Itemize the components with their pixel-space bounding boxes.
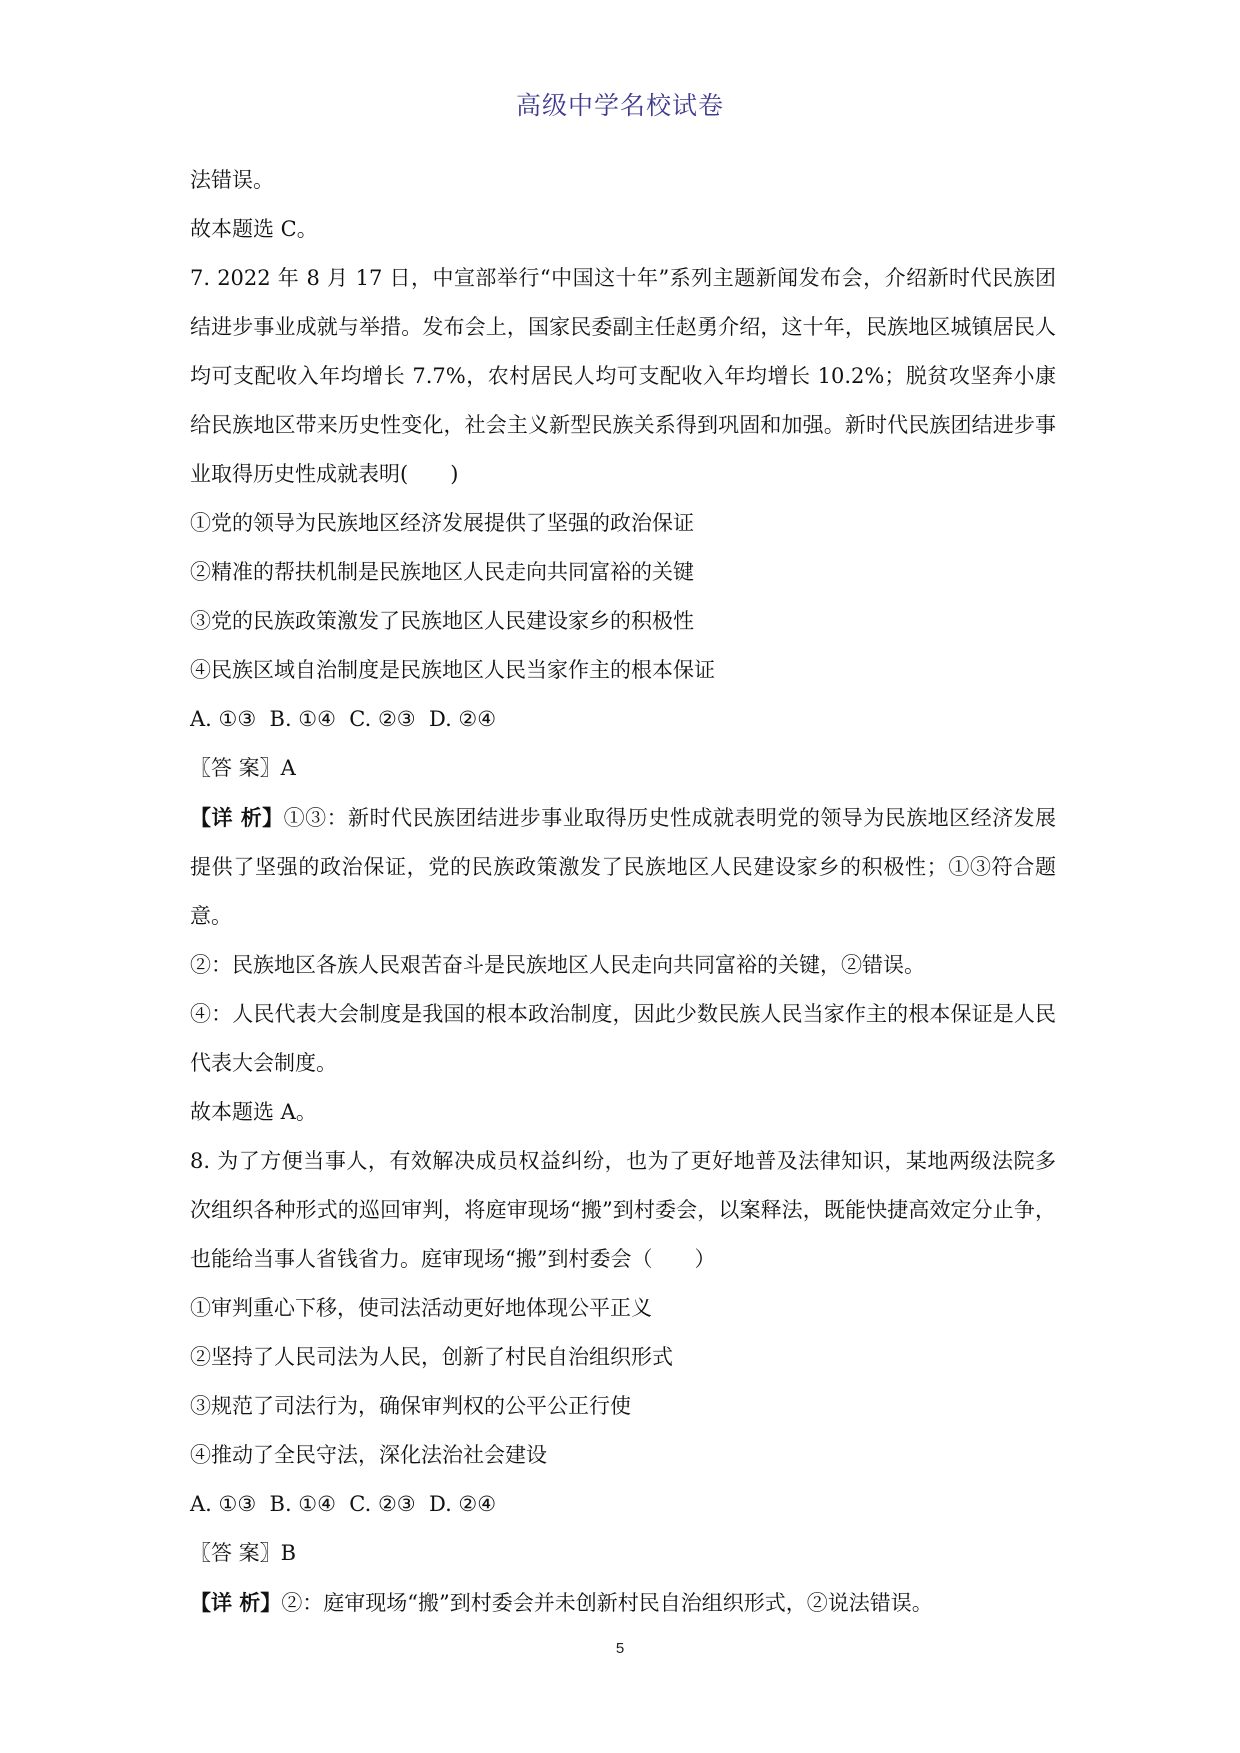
question-8-option-3: ③规范了司法行为，确保审判权的公平公正行使 — [190, 1394, 631, 1418]
page-number: 5 — [615, 1640, 625, 1657]
question-7-analysis-1 — [190, 793, 1056, 941]
question-7-conclusion: 故本题选 A。 — [190, 1100, 317, 1124]
question-8-analysis-1 — [190, 1578, 1056, 1628]
question-8-option-2: ②坚持了人民司法为人民，创新了村民自治组织形式 — [190, 1345, 673, 1369]
question-8-answer: 〖答 案〗B — [190, 1541, 297, 1565]
question-7-analysis-2: ②：民族地区各族人民艰苦奋斗是民族地区人民走向共同富裕的关键，②错误。 — [190, 953, 925, 977]
page-header-title: 高级中学名校试卷 — [515, 91, 724, 120]
question-7-option-2: ②精准的帮扶机制是民族地区人民走向共同富裕的关键 — [190, 560, 694, 584]
previous-conclusion: 故本题选 C。 — [190, 217, 318, 241]
question-8-option-4: ④推动了全民守法，深化法治社会建设 — [190, 1443, 547, 1467]
question-7-analysis-3: ④：人民代表大会制度是我国的根本政治制度，因此少数民族人民当家作主的根本保证是人民代表大会制度。 — [190, 1002, 1056, 1075]
question-7-option-4: ④民族区域自治制度是民族地区人民当家作主的根本保证 — [190, 658, 715, 682]
analysis-label: 【详 析】 — [190, 805, 284, 830]
question-8-stem: 8. 为了方便当事人，有效解决成员权益纠纷，也为了更好地普及法律知识，某地两级法院多次组织各种形式的巡回审判，将庭审现场“搬”到村委会，以案释法，既能快捷高效定分止争，也能给当事人省钱省力。庭审现场“搬”到村委会（ ） — [190, 1149, 1056, 1271]
previous-analysis-continuation: 法错误。 — [190, 168, 274, 192]
page-body — [190, 156, 1056, 1628]
analysis-text: ①③：新时代民族团结进步事业取得历史性成就表明党的领导为民族地区经济发展提供了坚强的政治保证，党的民族政策激发了民族地区人民建设家乡的积极性；①③符合题意。 — [190, 806, 1057, 928]
question-7-choices: A. ①③ B. ①④ C. ②③ D. ②④ — [190, 707, 497, 731]
analysis-label: 【详 析】 — [190, 1590, 282, 1615]
question-8-option-1: ①审判重心下移，使司法活动更好地体现公平正义 — [190, 1296, 652, 1320]
question-8-choices: A. ①③ B. ①④ C. ②③ D. ②④ — [190, 1492, 497, 1516]
question-7-option-1: ①党的领导为民族地区经济发展提供了坚强的政治保证 — [190, 511, 694, 535]
question-7-answer: 〖答 案〗A — [190, 756, 296, 780]
question-7-option-3: ③党的民族政策激发了民族地区人民建设家乡的积极性 — [190, 609, 694, 633]
question-7-stem: 7. 2022 年 8 月 17 日，中宣部举行“中国这十年”系列主题新闻发布会，介绍新时代民族团结进步事业成就与举措。发布会上，国家民委副主任赵勇介绍，这十年，民族地区城镇居民人均可支配收入年均增长 7.7%，农村居民人均可支配收入年均增长 10.2%；脱贫攻坚奔小康给民族地区带来历史性变化，社会主义新型民族关系得到巩固和加强。新时代民族团结进步事业取得历史性成就表明( ) — [190, 266, 1056, 486]
analysis-text: ②：庭审现场“搬”到村委会并未创新村民自治组织形式，②说法错误。 — [281, 1591, 933, 1615]
